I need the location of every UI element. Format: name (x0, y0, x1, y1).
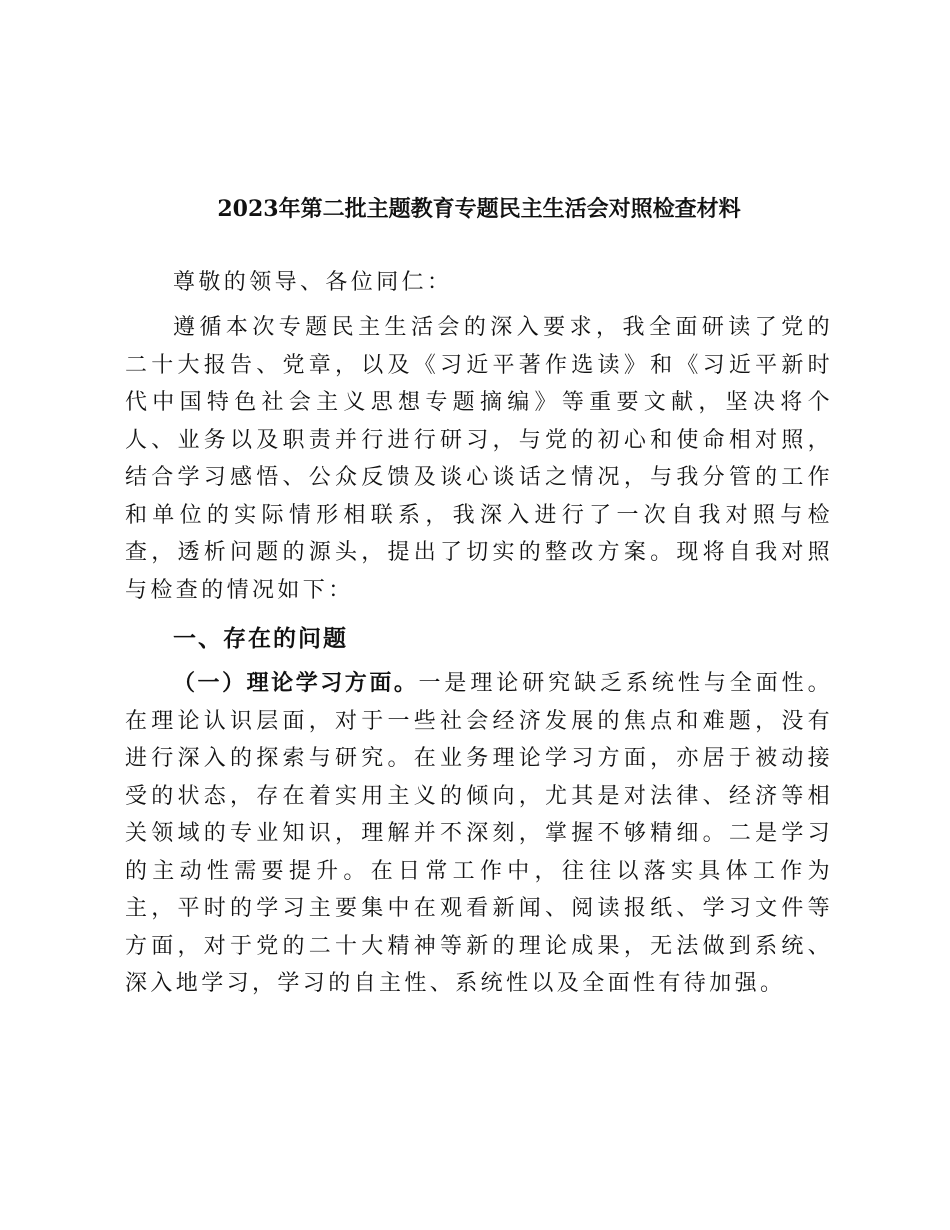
salutation-text: 尊敬的领导、各位同仁： (173, 270, 453, 295)
document-title: 2023年第二批主题教育专题民主生活会对照检查材料 (217, 196, 741, 222)
section1-lead: （一）理论学习方面。 (173, 671, 419, 696)
salutation-paragraph (125, 264, 833, 302)
section1-body: 一是理论研究缺乏系统性与全面性。在理论认识层面，对于一些社会经济发展的焦点和难题，没有进行深入的探索与研究。在业务理论学习方面，亦居于被动接受的状态，存在着实用主义的倾向，尤其是对法律、经济等相关领域的专业知识，理解并不深刻，掌握不够精细。二是学习的主动性需要提升。在日常工作中，往往以落实具体工作为主，平时的学习主要集中在观看新闻、阅读报纸、学习文件等方面，对于党的二十大精神等新的理论成果，无法做到系统、深入地学习，学习的自主性、系统性以及全面性有待加强。 (125, 671, 833, 996)
section-heading-problems: 一、存在的问题 (173, 626, 348, 652)
intro-paragraph (125, 309, 833, 609)
intro-text: 遵循本次专题民主生活会的深入要求，我全面研读了党的二十大报告、党章，以及《习近平著作选读》和《习近平新时代中国特色社会主义思想专题摘编》等重要文献，坚决将个人、业务以及职责并行进行研习，与党的初心和使命相对照，结合学习感悟、公众反馈及谈心谈话之情况，与我分管的工作和单位的实际情形相联系，我深入进行了一次自我对照与检查，透析问题的源头，提出了切实的整改方案。现将自我对照与检查的情况如下： (125, 315, 833, 603)
section1-text (125, 665, 833, 1003)
section1-paragraph (125, 665, 833, 1003)
